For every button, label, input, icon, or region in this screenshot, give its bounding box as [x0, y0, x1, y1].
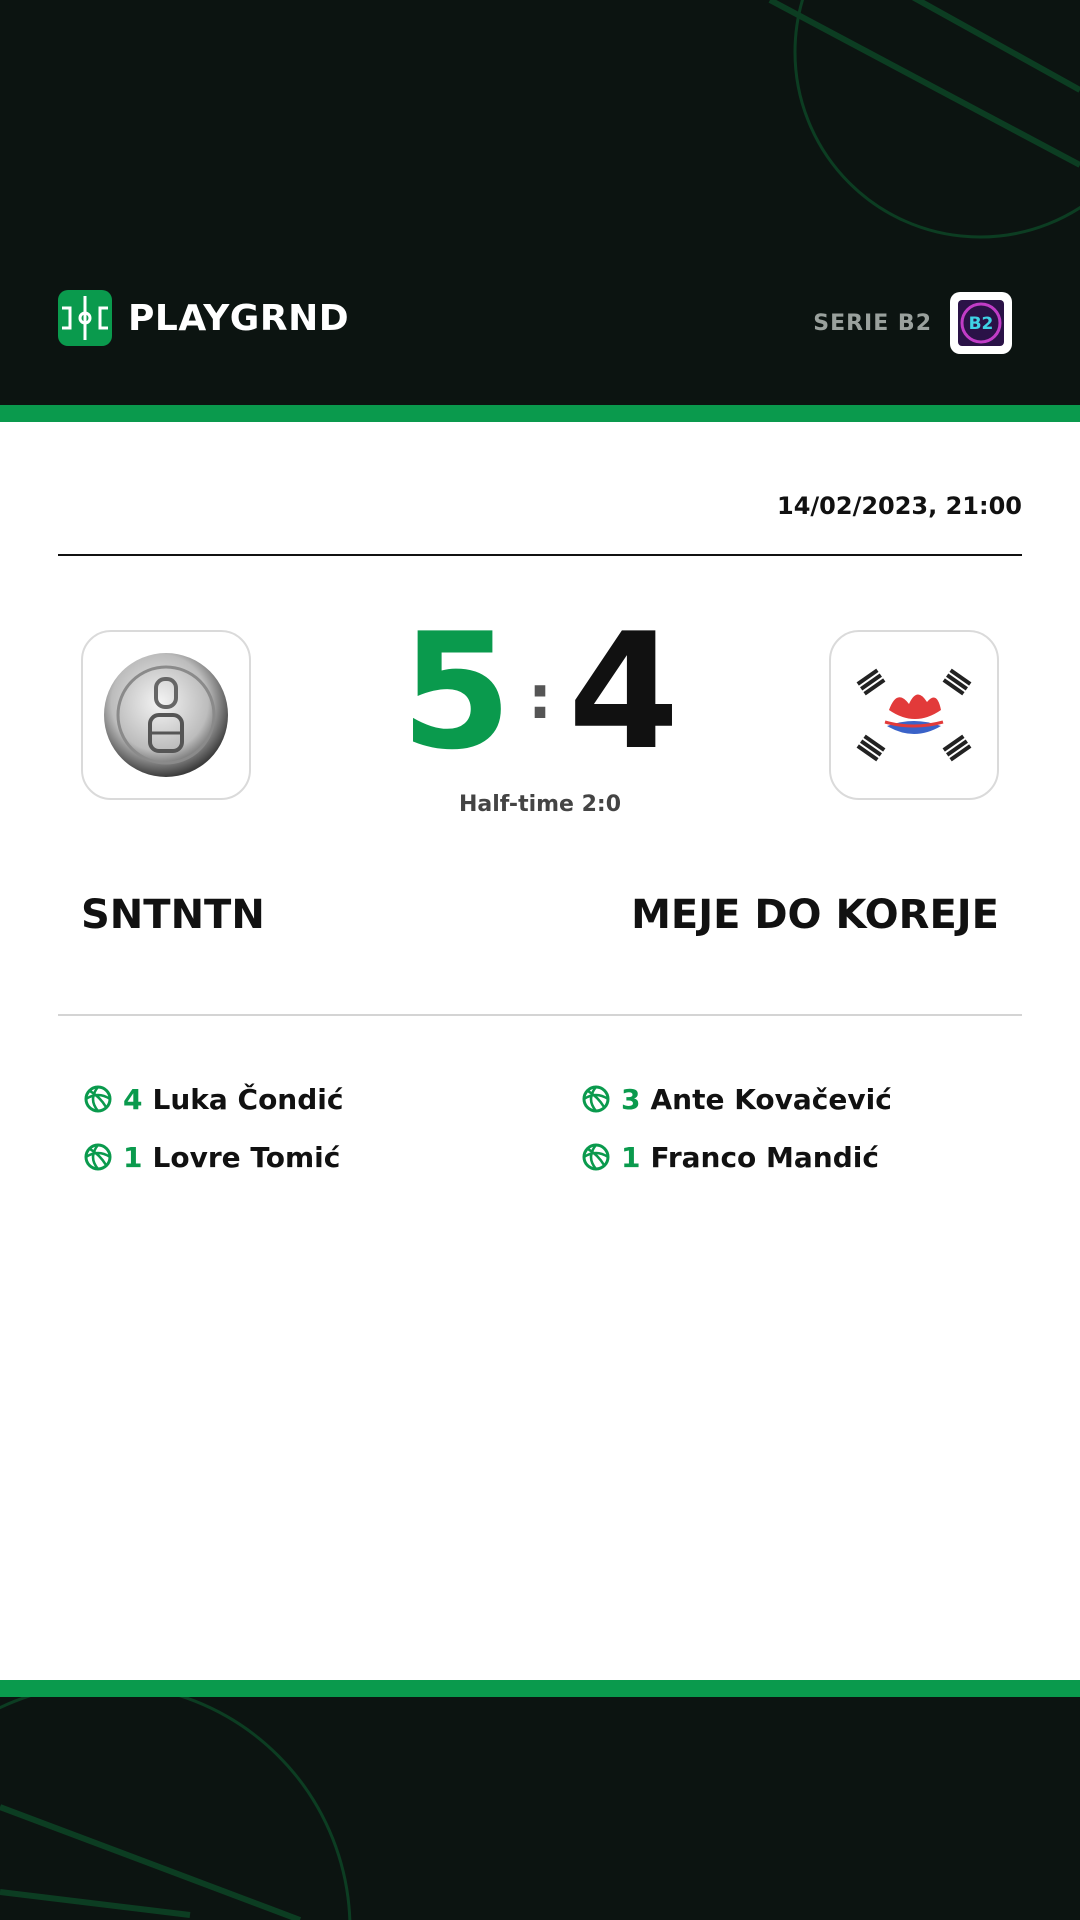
ball-icon: [83, 1142, 113, 1172]
scorer-name: Lovre Tomić: [152, 1140, 341, 1174]
home-team-logo: [81, 630, 251, 800]
goal-count: 1: [621, 1140, 641, 1174]
home-score: 5: [400, 598, 512, 785]
korean-flag-icon: [849, 660, 979, 770]
accent-bar-bottom: [0, 1680, 1080, 1697]
scorer-item: [83, 1070, 343, 1128]
soda-can-icon: [96, 645, 236, 785]
b2-badge-icon: [950, 292, 1012, 354]
pitch-icon: [58, 290, 112, 346]
divider: [58, 554, 1022, 556]
footer: [0, 1697, 1080, 1920]
home-scorers-list: [83, 1070, 343, 1186]
goal-count: 4: [123, 1082, 143, 1116]
home-team-name: SNTNTN: [81, 892, 265, 938]
scorer-item: [581, 1128, 892, 1186]
scorer-name: Luka Čondić: [152, 1082, 344, 1116]
away-team-logo: [829, 630, 999, 800]
brand: [58, 290, 349, 346]
ball-icon: [83, 1084, 113, 1114]
scorer-item: [83, 1128, 343, 1186]
scorer-name: Franco Mandić: [650, 1140, 879, 1174]
away-scorers-list: [581, 1070, 892, 1186]
brand-name: PLAYGRND: [128, 297, 350, 339]
league-info: [813, 292, 1012, 354]
score-separator: :: [528, 663, 552, 733]
ball-icon: [581, 1084, 611, 1114]
league-name: SERIE B2: [813, 310, 932, 336]
divider: [58, 1014, 1022, 1016]
goal-count: 1: [123, 1140, 143, 1174]
header: [0, 0, 1080, 405]
accent-bar-top: [0, 405, 1080, 422]
pitch-lines-decoration: [0, 1697, 1080, 1920]
ball-icon: [581, 1142, 611, 1172]
away-team-name: MEJE DO KOREJE: [631, 892, 999, 938]
goal-count: 3: [621, 1082, 641, 1116]
away-score: 4: [568, 598, 680, 785]
scorer-name: Ante Kovačević: [650, 1082, 892, 1116]
scorer-item: [581, 1070, 892, 1128]
halftime-score: Half-time 2:0: [458, 792, 622, 817]
match-datetime: 14/02/2023, 21:00: [777, 492, 1022, 520]
svg-text:B2: B2: [968, 314, 994, 334]
scoreboard: [380, 598, 700, 785]
match-card: [0, 422, 1080, 1680]
